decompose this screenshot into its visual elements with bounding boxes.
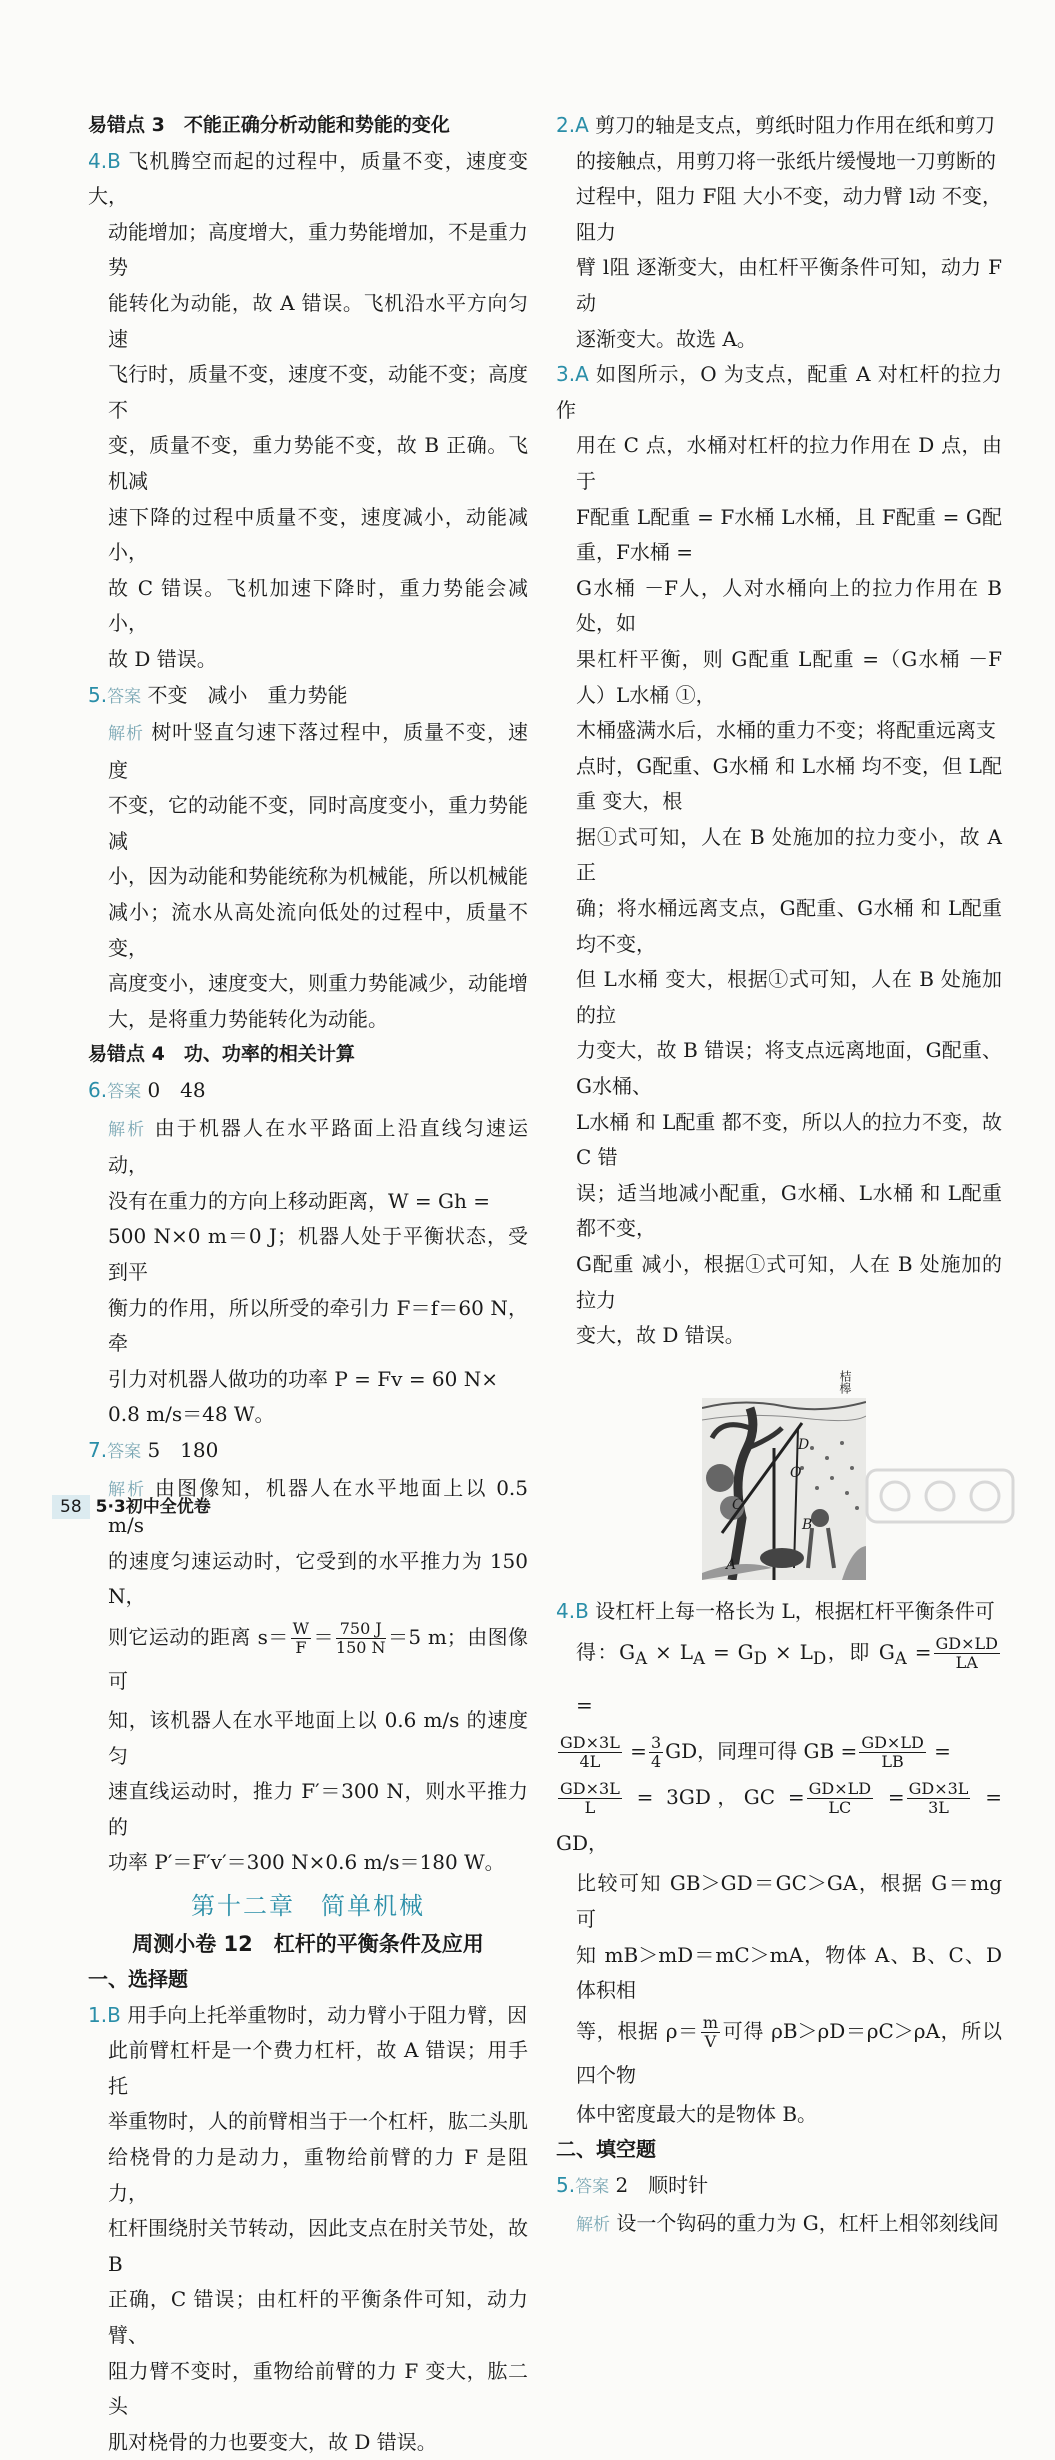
text: 得：G <box>576 1640 636 1665</box>
text: = GD， <box>556 1785 1002 1856</box>
analysis-6 <box>88 1111 528 1184</box>
text-line: 的速度匀速运动时，它受到的水平推力为 150 N， <box>108 1548 528 1609</box>
text-line: 知，该机器人在水平地面上以 0.6 m/s 的速度匀 <box>108 1707 528 1768</box>
text-line: 力变大，故 B 错误；将支点远离地面，G配重、G水桶、 <box>576 1038 1002 1099</box>
text: 可得 ρB＞ρD＝ρC＞ρA，所以四个物 <box>576 2018 1002 2087</box>
denominator: L <box>584 1798 596 1818</box>
analysis-tag: 解析 <box>576 2214 610 2235</box>
formula-line <box>556 2009 1002 2097</box>
answer-3-body <box>556 428 1002 1353</box>
text-line: 功率 P′＝F′v′＝300 N×0.6 m/s＝180 W。 <box>108 1850 505 1875</box>
fraction-w-f <box>291 1620 311 1657</box>
text-line: 设杠杆上每一格长为 L，根据杠杆平衡条件可 <box>595 1598 995 1623</box>
text: = G <box>705 1640 754 1665</box>
numerator: 3 <box>650 1733 662 1753</box>
text: × L <box>766 1640 813 1665</box>
analysis-tag: 解析 <box>108 1479 147 1500</box>
text-line: 剪刀的轴是支点，剪纸时阻力作用在纸和剪刀 <box>595 113 996 137</box>
answer-value: 不变 减小 重力势能 <box>147 682 348 707</box>
page-footer <box>52 1492 211 1517</box>
text: = <box>875 1785 905 1810</box>
text-line: 变大，故 D 错误。 <box>576 1323 745 1348</box>
denominator: 3L <box>928 1798 949 1818</box>
subscript: D <box>753 1649 767 1669</box>
answer-tag: 答案 <box>107 1082 142 1103</box>
formula-line <box>556 1629 1002 1728</box>
fraction-750-150 <box>336 1620 386 1657</box>
numerator: GD×LD <box>808 1779 872 1799</box>
fraction <box>558 1780 622 1817</box>
answer-2-body <box>556 144 1002 358</box>
denominator: 4 <box>650 1752 662 1772</box>
text-line: 误；适当地减小配重，G水桶、L水桶 和 L配重 都不变， <box>576 1180 1002 1241</box>
text-line: 没有在重力的方向上移动距离，W = Gh = <box>108 1188 491 1213</box>
numerator: GD×3L <box>560 1733 620 1753</box>
text-line: 用在 C 点，水桶对杠杆的拉力作用在 D 点，由于 <box>576 433 1002 493</box>
text-line: 由图像知，机器人在水平地面上以 0.5 m/s <box>108 1475 529 1538</box>
answer-5-right <box>556 2168 1002 2206</box>
answer-3 <box>556 357 1002 428</box>
numerator: 750 J <box>336 1620 386 1639</box>
text-line: 确；将水桶远离支点，G配重、G水桶 和 L配重 均不变， <box>576 896 1002 956</box>
well-sweep-figure <box>702 1368 866 1580</box>
fraction-m-v <box>701 2014 720 2051</box>
text: × L <box>647 1640 694 1665</box>
formula-line <box>556 1728 1002 1774</box>
watermark-logo-icon <box>865 1466 1015 1526</box>
subscript: A <box>635 1649 648 1669</box>
text: = <box>623 1739 647 1764</box>
text-line: 臂 l阻 逐渐变大，由杠杆平衡条件可知，动力 F动 <box>576 255 1002 315</box>
left-column <box>88 108 528 2460</box>
numerator: GD×LD <box>861 1733 924 1753</box>
denominator: LA <box>955 1653 978 1673</box>
numerator: GD×3L <box>560 1779 620 1799</box>
question-number: 4.B <box>556 1598 589 1623</box>
fraction <box>859 1734 925 1771</box>
answer-4-body <box>88 215 528 678</box>
answer-tag: 答案 <box>575 2176 610 2197</box>
answer-4-right <box>556 1594 1002 1630</box>
text-line: 故 D 错误。 <box>108 646 217 671</box>
analysis-5-right <box>556 2206 1002 2244</box>
text-line: 如图所示，O 为支点，配重 A 对杠杆的拉力作 <box>556 362 1003 422</box>
book-title: 5·3初中全优卷 <box>95 1497 211 1517</box>
text-line: G配重 减小，根据①式可知，人在 B 处施加的拉力 <box>576 1252 1002 1312</box>
answer-6 <box>88 1073 528 1111</box>
text-line: 点时，G配重、G水桶 和 L水桶 均不变，但 L配重 变大，根 <box>576 753 1002 814</box>
equals: ＝ <box>313 1624 334 1649</box>
text-line: 高度变小，速度变大，则重力势能减少，动能增 <box>108 971 528 996</box>
fraction <box>934 1635 1000 1672</box>
analysis-7-body <box>88 1703 528 1881</box>
text-line: 速直线运动时，推力 F′＝300 N，则水平推力的 <box>108 1779 528 1839</box>
text-line: 体中密度最大的是物体 B。 <box>576 2101 818 2126</box>
fraction <box>649 1734 663 1771</box>
text-line: 飞行时，质量不变，速度不变，动能不变；高度不 <box>108 362 528 422</box>
answer-4-body <box>556 1866 1002 2008</box>
answer-tag: 答案 <box>107 686 142 707</box>
answer-tag: 答案 <box>107 1441 142 1462</box>
formula-line <box>556 1774 1002 1866</box>
text-line: 知 mB＞mD＝mC＞mA，物体 A、B、C、D 体积相 <box>576 1942 1002 2003</box>
question-number: 7. <box>88 1437 108 1462</box>
denominator: F <box>295 1637 307 1657</box>
question-number: 4.B <box>88 148 121 173</box>
answer-value: 5 180 <box>147 1437 219 1462</box>
text-line: 木桶盛满水后，水桶的重力不变；将配重远离支 <box>576 718 996 743</box>
page-number: 58 <box>52 1495 90 1519</box>
text-line: 的接触点，用剪刀将一张纸片缓慢地一刀剪断的 <box>576 148 996 173</box>
subscript: D <box>812 1649 827 1669</box>
text-line: 由于机器人在水平路面上沿直线匀速运动， <box>108 1115 529 1178</box>
text-line: 变，质量不变，重力势能不变，故 B 正确。飞机减 <box>108 433 528 493</box>
text-line: 此前臂杠杆是一个费力杠杆，故 A 错误；用手托 <box>108 2038 528 2098</box>
numerator: GD×LD <box>935 1634 998 1654</box>
text: ，即 G <box>826 1640 895 1665</box>
text: = 3GD，GC = <box>623 1785 805 1810</box>
denominator: LC <box>828 1798 852 1818</box>
text-line: 树叶竖直匀速下落过程中，质量不变，速度 <box>108 720 529 782</box>
numerator: m <box>702 2012 719 2032</box>
denominator: V <box>704 2031 717 2051</box>
text-line: 杠杆围绕肘关节转动，因此支点在肘关节处，故 B <box>108 2216 528 2276</box>
question-number: 3.A <box>556 362 589 387</box>
numerator: W <box>292 1618 310 1638</box>
text-line: 举重物时，人的前臂相当于一个杠杆，肱二头肌 <box>108 2109 528 2134</box>
text-line: 小，因为动能和势能统称为机械能，所以机械能 <box>108 864 528 889</box>
section-fill-blank: 二、填空题 <box>556 2137 656 2162</box>
text-line: 速下降的过程中质量不变，速度减小，动能减小， <box>108 504 528 565</box>
denominator: 4L <box>579 1752 601 1772</box>
text-line: L水桶 和 L配重 都不变，所以人的拉力不变，故 C 错 <box>576 1109 1002 1170</box>
text-line: 动能增加；高度增大，重力势能增加，不是重力势 <box>108 219 528 280</box>
text-line: 肌对桡骨的力也要变大，故 D 错误。 <box>108 2429 437 2454</box>
answer-4 <box>88 144 528 215</box>
fraction <box>558 1734 622 1771</box>
question-number: 6. <box>88 1078 108 1103</box>
text-line: 逐渐变大。故选 A。 <box>576 326 757 351</box>
chapter-title: 第十二章 简单机械 <box>191 1891 425 1920</box>
analysis-tag: 解析 <box>108 1119 147 1140</box>
subscript: A <box>894 1649 907 1669</box>
text-line: 能转化为动能，故 A 错误。飞机沿水平方向匀速 <box>108 290 528 351</box>
figure-letter-b: B <box>802 1516 813 1533</box>
text-line: 大，是将重力势能转化为动能。 <box>108 1006 388 1031</box>
text: = <box>927 1739 951 1764</box>
question-number: 5. <box>88 682 108 707</box>
analysis-5-body <box>88 788 528 1037</box>
right-column <box>556 108 1002 2243</box>
text-line: 不变，它的动能不变，同时高度变小，重力势能减 <box>108 793 528 853</box>
fraction <box>807 1780 873 1817</box>
answer-1-body <box>88 2033 528 2460</box>
text-line: 引力对机器人做功的功率 P = Fv = 60 N× <box>108 1366 498 1391</box>
text-line: G水桶 －F人，人对水桶向上的拉力作用在 B 处，如 <box>576 575 1002 636</box>
denominator: LB <box>881 1752 904 1772</box>
text-line: 500 N×0 m＝0 J；机器人处于平衡状态，受到平 <box>108 1224 528 1284</box>
subscript: A <box>693 1649 706 1669</box>
text-line: 但 L水桶 变大，根据①式可知，人在 B 处施加的拉 <box>576 967 1002 1027</box>
text-line: 减小；流水从高处流向低处的过程中，质量不变， <box>108 900 528 960</box>
text-line: 给桡骨的力是动力，重物给前臂的力 F 是阻力， <box>108 2145 528 2205</box>
text-line: 故 C 错误。飞机加速下降时，重力势能会减小， <box>108 575 528 636</box>
text-line: ＝5 m；由图像可 <box>108 1624 529 1693</box>
text-line: 阻力臂不变时，重物给前臂的力 F 变大，肱二头 <box>108 2358 528 2419</box>
figure-letter-o: O <box>790 1464 802 1481</box>
text: = <box>576 1693 593 1718</box>
answer-value: 2 顺时针 <box>615 2172 709 2197</box>
question-number: 5. <box>556 2172 576 2197</box>
text-line: 用手向上托举重物时，动力臂小于阻力臂，因 <box>127 2002 528 2027</box>
question-number: 1.B <box>88 2002 121 2027</box>
figure-letter-a: A <box>726 1556 737 1573</box>
denominator: 150 N <box>335 1637 386 1657</box>
answer-2 <box>556 108 1002 144</box>
numerator: GD×3L <box>908 1779 969 1799</box>
text-line: F配重 L配重 = F水桶 L水桶，且 F配重 = G配重，F水桶 = <box>576 504 1002 565</box>
text: GD，同理可得 GB = <box>665 1739 858 1764</box>
fraction <box>907 1780 971 1817</box>
text-line: 据①式可知，人在 B 处施加的拉力变小，故 A 正 <box>576 824 1002 885</box>
text-line: 比较可知 GB＞GD＝GC＞GA，根据 G＝mg 可 <box>576 1871 1002 1931</box>
text-line: 正确，C 错误；由杠杆的平衡条件可知，动力臂、 <box>108 2287 528 2348</box>
heading-error-point-4: 易错点 4 功、功率的相关计算 <box>88 1043 355 1066</box>
answer-1 <box>88 1998 528 2034</box>
text-line: 0.8 m/s＝48 W。 <box>108 1402 275 1427</box>
section-choice: 一、选择题 <box>88 1967 188 1992</box>
text-line: 过程中，阻力 F阻 大小不变，动力臂 l动 不变，阻力 <box>576 184 1002 244</box>
heading-error-point-3: 易错点 3 不能正确分析动能和势能的变化 <box>88 114 450 136</box>
answer-5 <box>88 678 528 716</box>
text-line: 则它运动的距离 s＝ <box>108 1624 289 1649</box>
answer-7 <box>88 1433 528 1471</box>
figure-label: 桔槔 <box>838 1369 852 1394</box>
formula-line <box>88 1615 528 1703</box>
text: = <box>906 1640 932 1665</box>
analysis-5 <box>88 715 528 788</box>
text-line: 设一个钩码的重力为 G，杠杆上相邻刻线间 <box>616 2210 999 2235</box>
text-line: 衡力的作用，所以所受的牵引力 F＝f＝60 N，牵 <box>108 1295 528 1356</box>
analysis-6-body <box>88 1184 528 1433</box>
figure-letter-c: C <box>732 1496 743 1513</box>
text-line: 果杠杆平衡，则 G配重 L配重 =（G水桶 －F人）L水桶 ①， <box>576 646 1002 707</box>
question-number: 2.A <box>556 113 589 137</box>
figure-letter-d: D <box>798 1436 810 1453</box>
analysis-tag: 解析 <box>108 724 144 745</box>
text-line: 飞机腾空而起的过程中，质量不变，速度变大， <box>88 148 529 209</box>
text: 等，根据 ρ＝ <box>576 2018 699 2043</box>
quiz-title: 周测小卷 12 杠杆的平衡条件及应用 <box>132 1931 484 1956</box>
answer-value: 0 48 <box>147 1078 206 1103</box>
